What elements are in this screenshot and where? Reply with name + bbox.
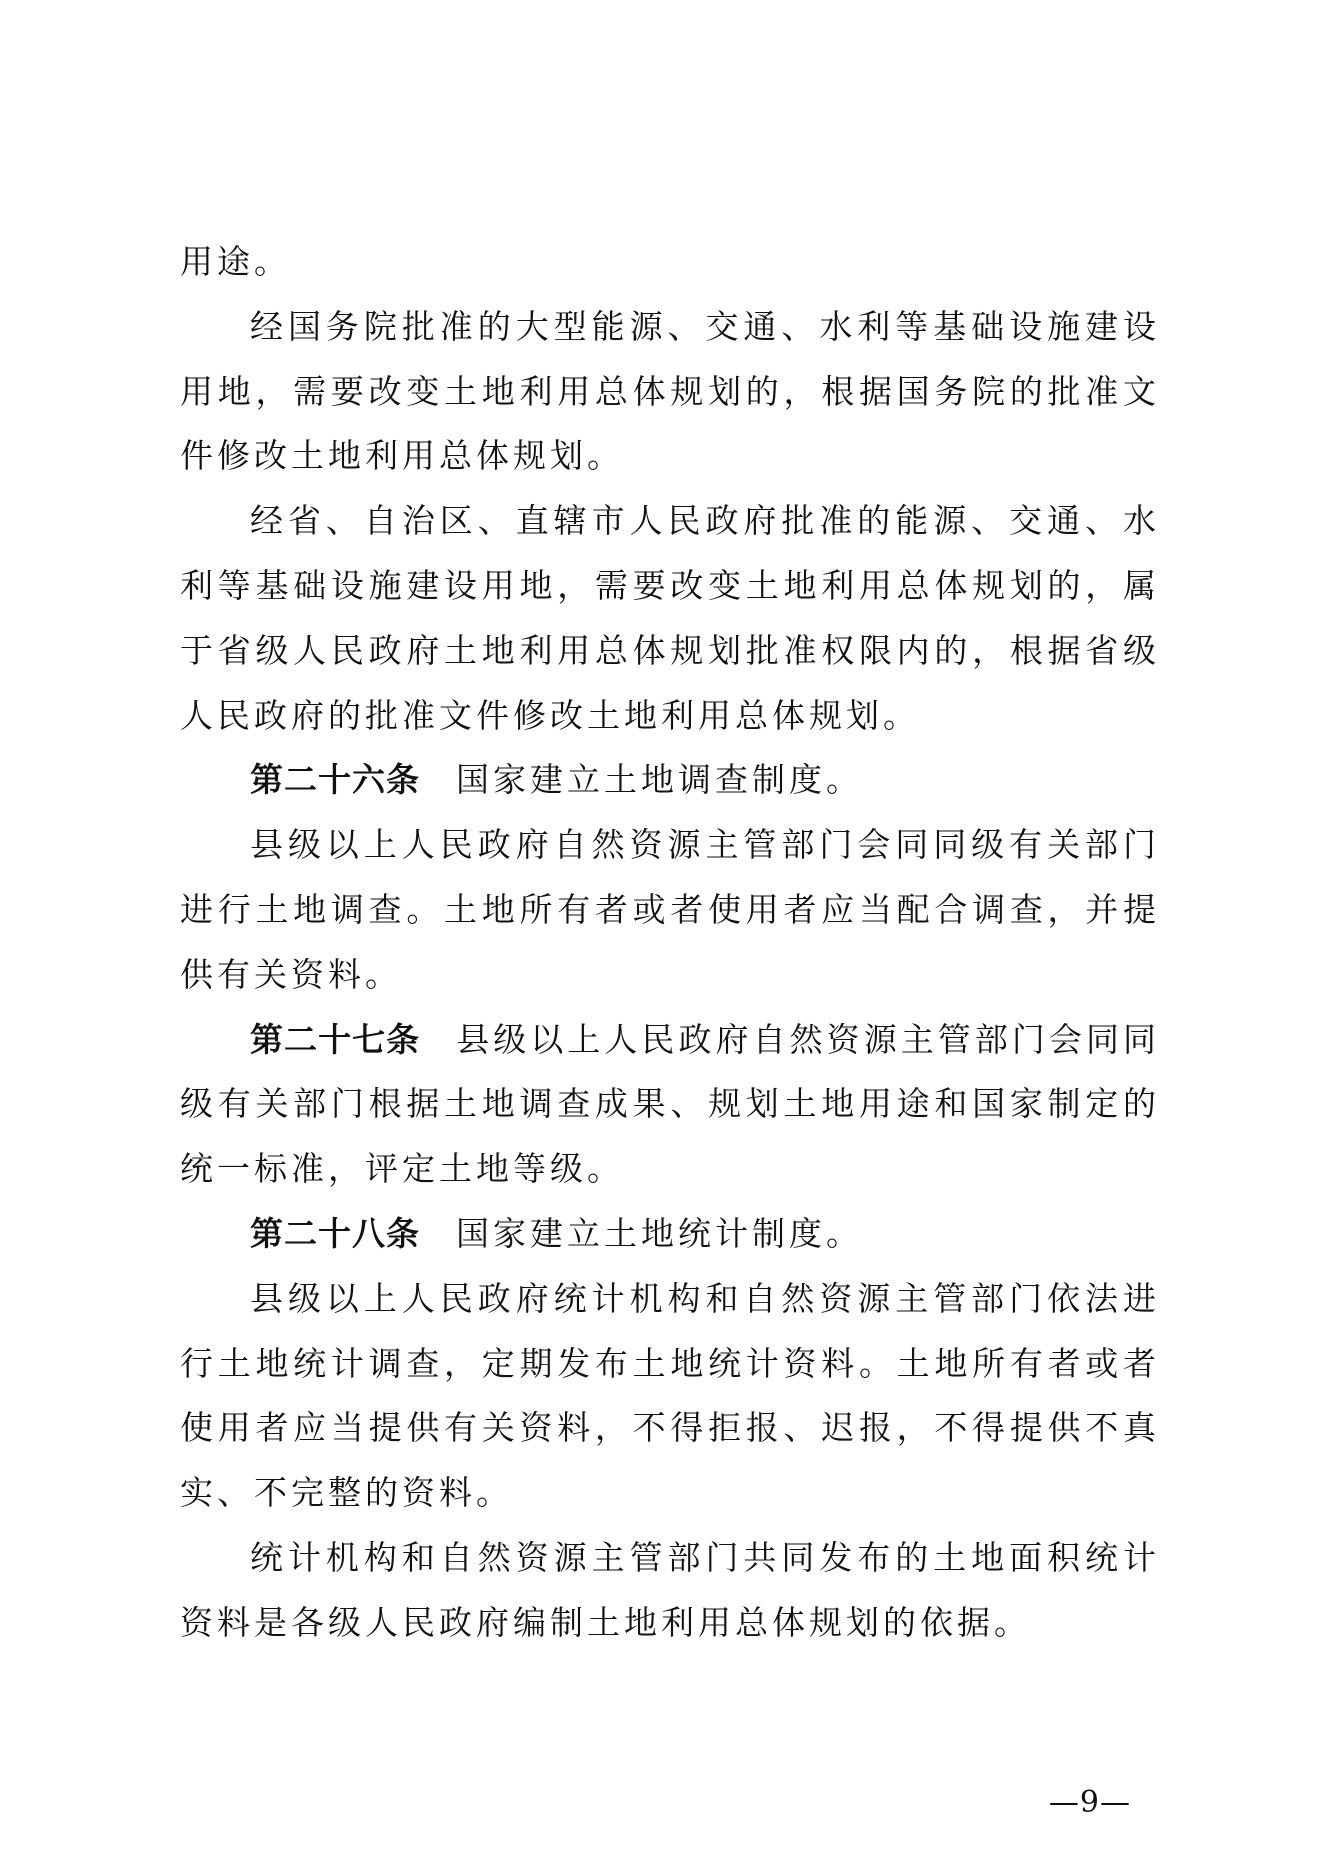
paragraph-text: 用途。 [180, 242, 291, 281]
paragraph-text: 经省、自治区、直辖市人民政府批准的能源、交通、水利等基础设施建设用地，需要改变土地利用总体规划的，属于省级人民政府土地利用总体规划批准权限内的，根据省级人民政府的批准文件修改土地利用总体规划。 [180, 501, 1160, 735]
article-heading: 第二十六条 [250, 760, 420, 800]
article-heading: 第二十八条 [250, 1213, 420, 1253]
paragraph [180, 1526, 1160, 1656]
paragraph [180, 813, 1160, 1007]
paragraph-text: 国家建立土地统计制度。 [456, 1213, 863, 1253]
paragraph [180, 295, 1160, 489]
paragraph [180, 489, 1160, 748]
paragraph-text: 经国务院批准的大型能源、交通、水利等基础设施建设用地，需要改变土地利用总体规划的，根据国务院的批准文件修改土地利用总体规划。 [180, 306, 1160, 476]
paragraph-text: 县级以上人民政府统计机构和自然资源主管部门依法进行土地统计调查，定期发布土地统计资料。土地所有者或者使用者应当提供有关资料，不得拒报、迟报，不得提供不真实、不完整的资料。 [180, 1278, 1160, 1513]
article-26 [180, 748, 1160, 813]
paragraph-text: 县级以上人民政府自然资源主管部门会同同级有关部门根据土地调查成果、规划土地用途和国家制定的统一标准，评定土地等级。 [180, 1019, 1161, 1189]
article-28 [180, 1202, 1160, 1267]
article-27 [180, 1008, 1160, 1202]
article-heading: 第二十七条 [250, 1019, 421, 1059]
paragraph-text: 国家建立土地调查制度。 [456, 760, 863, 800]
paragraph-text: 县级以上人民政府自然资源主管部门会同同级有关部门进行土地调查。土地所有者或者使用者应当配合调查，并提供有关资料。 [180, 825, 1160, 994]
paragraph-text: 统计机构和自然资源主管部门共同发布的土地面积统计资料是各级人民政府编制土地利用总体规划的依据。 [180, 1537, 1160, 1642]
paragraph [180, 1267, 1160, 1526]
document-body [180, 230, 1160, 1656]
page-number: —9— [1048, 1785, 1131, 1820]
paragraph-continuation [180, 230, 1160, 295]
